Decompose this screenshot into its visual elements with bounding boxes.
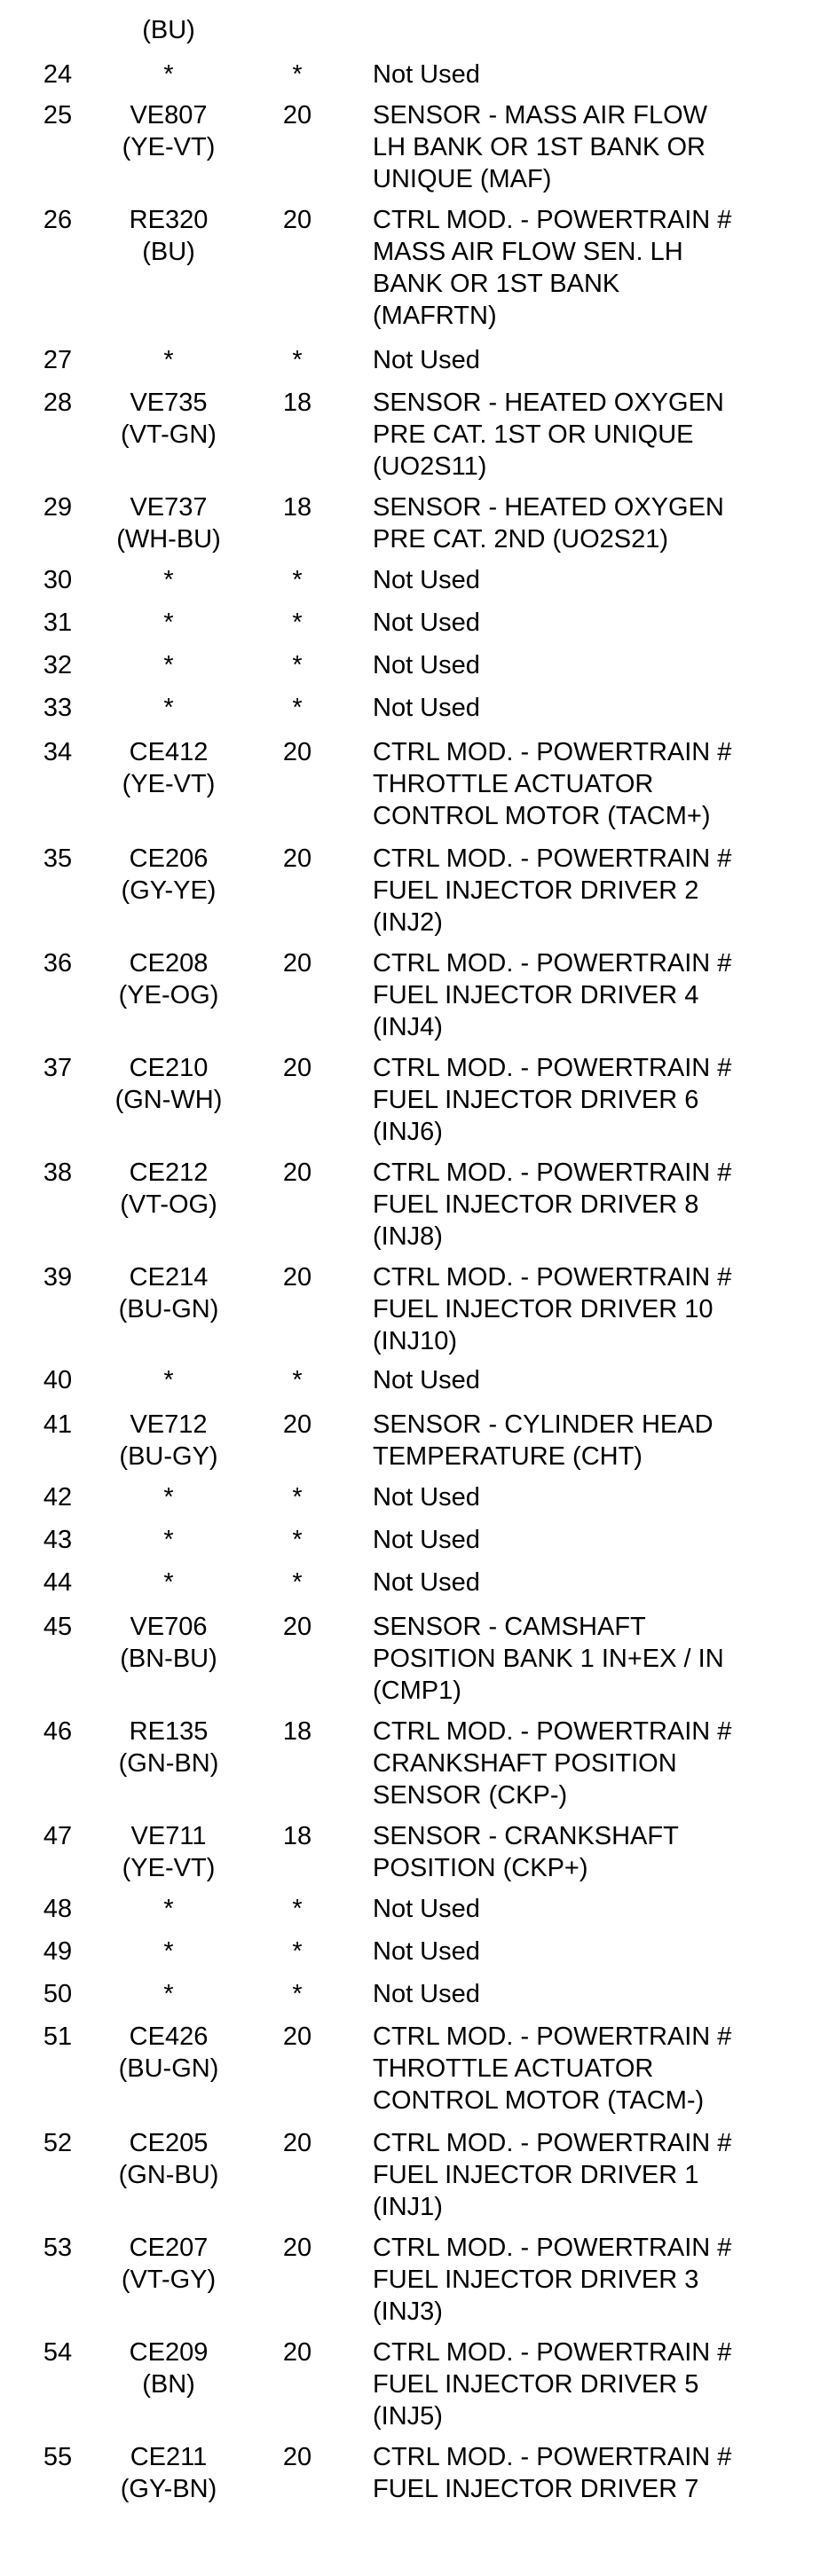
circuit-function: CTRL MOD. - POWERTRAIN # FUEL INJECTOR DRIVER 3 (INJ3) xyxy=(373,2234,732,2326)
circuit-code: CE206 xyxy=(129,844,209,873)
pin-number: 52 xyxy=(43,2129,73,2157)
circuit-cell xyxy=(93,564,244,596)
wire-color: (BU) xyxy=(142,16,195,44)
circuit-code: RE135 xyxy=(129,1717,209,1746)
circuit-function: Not Used xyxy=(373,346,480,374)
circuit-cell xyxy=(93,1157,244,1221)
wire-gauge: 20 xyxy=(282,1054,312,1082)
wire-color: (BU-GY) xyxy=(119,1442,218,1471)
circuit-function: CTRL MOD. - POWERTRAIN # MASS AIR FLOW SEN. LH BANK OR 1ST BANK (MAFRTN) xyxy=(373,206,732,330)
wire-gauge: 20 xyxy=(282,1263,312,1292)
circuit-function: CTRL MOD. - POWERTRAIN # FUEL INJECTOR DRIVER 4 (INJ4) xyxy=(373,949,732,1041)
circuit-code: * xyxy=(163,60,174,89)
pin-number: 42 xyxy=(43,1483,73,1512)
wire-gauge: * xyxy=(292,1483,303,1512)
circuit-code: * xyxy=(163,1568,174,1597)
wire-gauge: 20 xyxy=(282,2234,312,2262)
pin-number: 43 xyxy=(43,1526,73,1554)
circuit-code: CE205 xyxy=(129,2129,209,2157)
wire-color: (GN-BN) xyxy=(118,1749,219,1778)
circuit-cell xyxy=(93,736,244,800)
circuit-function: Not Used xyxy=(373,694,480,722)
circuit-cell xyxy=(93,1481,244,1513)
circuit-cell xyxy=(93,387,244,451)
circuit-function: Not Used xyxy=(373,1895,480,1923)
wire-color: (VT-GN) xyxy=(121,420,217,449)
pin-number: 49 xyxy=(43,1937,73,1966)
wire-gauge: * xyxy=(292,60,303,89)
wire-color: (YE-VT) xyxy=(122,133,216,161)
wire-gauge: * xyxy=(292,1526,303,1554)
wire-color: (YE-VT) xyxy=(122,1854,216,1882)
circuit-cell xyxy=(93,649,244,681)
wire-color: (VT-GY) xyxy=(121,2266,217,2294)
circuit-function: CTRL MOD. - POWERTRAIN # CRANKSHAFT POSITION SENSOR (CKP-) xyxy=(373,1717,732,1810)
wire-gauge: * xyxy=(292,651,303,679)
circuit-function: SENSOR - HEATED OXYGEN PRE CAT. 2ND (UO2S21) xyxy=(373,493,724,554)
circuit-function: CTRL MOD. - POWERTRAIN # FUEL INJECTOR DRIVER 1 (INJ1) xyxy=(373,2129,732,2221)
pin-number: 33 xyxy=(43,694,73,722)
wire-gauge: * xyxy=(292,566,303,594)
circuit-cell xyxy=(93,99,244,163)
circuit-cell xyxy=(93,2336,244,2400)
wire-color: (BU) xyxy=(142,238,195,266)
circuit-code: * xyxy=(163,1526,174,1554)
circuit-code: * xyxy=(163,1937,174,1966)
wire-gauge: 18 xyxy=(282,389,312,417)
circuit-function: SENSOR - MASS AIR FLOW LH BANK OR 1ST BANK OR UNIQUE (MAF) xyxy=(373,101,708,193)
circuit-code: CE412 xyxy=(129,738,209,766)
circuit-cell xyxy=(93,1567,244,1598)
wire-color: (GN-WH) xyxy=(114,1086,223,1114)
wire-gauge: 20 xyxy=(282,844,312,873)
pin-number: 45 xyxy=(43,1613,73,1641)
circuit-cell xyxy=(93,2127,244,2191)
pin-number: 35 xyxy=(43,844,73,873)
pin-number: 25 xyxy=(43,101,73,130)
circuit-code: VE711 xyxy=(130,1822,207,1850)
circuit-function: CTRL MOD. - POWERTRAIN # FUEL INJECTOR DRIVER 10 (INJ10) xyxy=(373,1263,732,1355)
wire-gauge: * xyxy=(292,1568,303,1597)
circuit-function: Not Used xyxy=(373,566,480,594)
pin-number: 48 xyxy=(43,1895,73,1923)
circuit-code: CE426 xyxy=(129,2022,209,2051)
circuit-function: CTRL MOD. - POWERTRAIN # THROTTLE ACTUATOR CONTROL MOTOR (TACM+) xyxy=(373,738,732,830)
wire-gauge: * xyxy=(292,609,303,637)
pin-number: 28 xyxy=(43,389,73,417)
wire-gauge: 20 xyxy=(282,1158,312,1187)
wire-gauge: 20 xyxy=(282,738,312,766)
pin-number: 41 xyxy=(43,1410,73,1439)
pin-number: 27 xyxy=(43,346,73,374)
pin-number: 40 xyxy=(43,1366,73,1394)
circuit-code: * xyxy=(163,1895,174,1923)
circuit-code: * xyxy=(163,566,174,594)
circuit-code: CE209 xyxy=(129,2338,209,2367)
circuit-code: VE807 xyxy=(130,101,208,130)
circuit-code: CE211 xyxy=(130,2443,208,2471)
wire-gauge: 20 xyxy=(282,2022,312,2051)
pin-number: 47 xyxy=(43,1822,73,1850)
circuit-code: CE214 xyxy=(129,1263,209,1292)
circuit-function: CTRL MOD. - POWERTRAIN # FUEL INJECTOR DRIVER 6 (INJ6) xyxy=(373,1054,732,1146)
circuit-cell xyxy=(93,1052,244,1116)
wire-gauge: 20 xyxy=(282,2443,312,2471)
wire-gauge: * xyxy=(292,694,303,722)
circuit-cell xyxy=(93,1261,244,1325)
circuit-code: * xyxy=(163,1980,174,2008)
circuit-code: CE207 xyxy=(129,2234,209,2262)
circuit-code: VE706 xyxy=(130,1613,208,1641)
wire-color: (VT-OG) xyxy=(120,1190,217,1219)
circuit-function: Not Used xyxy=(373,1526,480,1554)
pin-number: 46 xyxy=(43,1717,73,1746)
circuit-cell xyxy=(93,1409,244,1473)
wire-color: (GY-BN) xyxy=(120,2475,217,2503)
wire-color: (BN) xyxy=(142,2370,195,2399)
circuit-function: SENSOR - CYLINDER HEAD TEMPERATURE (CHT) xyxy=(373,1410,714,1471)
wire-color: (BU-GN) xyxy=(118,1295,219,1323)
wire-gauge: 18 xyxy=(282,1717,312,1746)
circuit-function: CTRL MOD. - POWERTRAIN # FUEL INJECTOR DRIVER 7 xyxy=(373,2443,732,2503)
circuit-cell xyxy=(93,14,244,46)
circuit-function: Not Used xyxy=(373,1937,480,1966)
wire-gauge: * xyxy=(292,1937,303,1966)
circuit-function: Not Used xyxy=(373,651,480,679)
wire-color: (BU-GN) xyxy=(118,2054,219,2083)
wire-gauge: 20 xyxy=(282,101,312,130)
circuit-cell xyxy=(93,59,244,90)
circuit-code: VE737 xyxy=(130,493,208,522)
circuit-function: CTRL MOD. - POWERTRAIN # FUEL INJECTOR DRIVER 8 (INJ8) xyxy=(373,1158,732,1251)
circuit-function: Not Used xyxy=(373,1980,480,2008)
wire-gauge: * xyxy=(292,346,303,374)
circuit-cell xyxy=(93,843,244,907)
circuit-cell xyxy=(93,2441,244,2505)
circuit-cell xyxy=(93,1716,244,1779)
circuit-function: SENSOR - CAMSHAFT POSITION BANK 1 IN+EX / IN (CMP1) xyxy=(373,1613,724,1705)
circuit-function: CTRL MOD. - POWERTRAIN # FUEL INJECTOR DRIVER 2 (INJ2) xyxy=(373,844,732,937)
circuit-code: * xyxy=(163,346,174,374)
circuit-function: Not Used xyxy=(373,1568,480,1597)
wire-gauge: 20 xyxy=(282,949,312,978)
circuit-function: Not Used xyxy=(373,1366,480,1394)
wire-color: (GY-YE) xyxy=(121,876,217,905)
pin-number: 55 xyxy=(43,2443,73,2471)
circuit-cell xyxy=(93,1364,244,1396)
circuit-function: Not Used xyxy=(373,1483,480,1512)
wire-color: (YE-OG) xyxy=(118,981,219,1009)
pin-number: 30 xyxy=(43,566,73,594)
circuit-code: * xyxy=(163,1366,174,1394)
circuit-code: * xyxy=(163,694,174,722)
wire-color: (BN-BU) xyxy=(120,1645,217,1673)
circuit-cell xyxy=(93,1936,244,1967)
pin-number: 50 xyxy=(43,1980,73,2008)
wire-gauge: 20 xyxy=(282,206,312,234)
pin-number: 38 xyxy=(43,1158,73,1187)
wire-gauge: * xyxy=(292,1895,303,1923)
circuit-code: CE212 xyxy=(129,1158,209,1187)
wire-gauge: * xyxy=(292,1366,303,1394)
wire-gauge: 20 xyxy=(282,2129,312,2157)
circuit-function: CTRL MOD. - POWERTRAIN # THROTTLE ACTUATOR CONTROL MOTOR (TACM-) xyxy=(373,2022,732,2115)
pin-number: 29 xyxy=(43,493,73,522)
pin-number: 31 xyxy=(43,609,73,637)
circuit-cell xyxy=(93,1524,244,1556)
circuit-code: * xyxy=(163,609,174,637)
pin-number: 34 xyxy=(43,738,73,766)
circuit-function: Not Used xyxy=(373,609,480,637)
pin-number: 51 xyxy=(43,2022,73,2051)
wire-gauge: 20 xyxy=(282,1410,312,1439)
wire-gauge: 20 xyxy=(282,2338,312,2367)
circuit-cell xyxy=(93,1978,244,2010)
circuit-cell xyxy=(93,607,244,639)
wire-gauge: 18 xyxy=(282,1822,312,1850)
pin-number: 54 xyxy=(43,2338,73,2367)
wire-gauge: * xyxy=(292,1980,303,2008)
circuit-code: CE210 xyxy=(129,1054,209,1082)
circuit-function: SENSOR - CRANKSHAFT POSITION (CKP+) xyxy=(373,1822,679,1882)
circuit-function: SENSOR - HEATED OXYGEN PRE CAT. 1ST OR UNIQUE (UO2S11) xyxy=(373,389,724,481)
circuit-cell xyxy=(93,692,244,724)
pin-number: 37 xyxy=(43,1054,73,1082)
pin-number: 44 xyxy=(43,1568,73,1597)
wire-gauge: 20 xyxy=(282,1613,312,1641)
circuit-code: CE208 xyxy=(129,949,209,978)
pin-number: 39 xyxy=(43,1263,73,1292)
wire-color: (GN-BU) xyxy=(118,2161,219,2189)
pin-number: 32 xyxy=(43,651,73,679)
circuit-cell xyxy=(93,2021,244,2085)
circuit-cell xyxy=(93,1820,244,1884)
circuit-code: RE320 xyxy=(129,206,209,234)
circuit-cell xyxy=(93,204,244,268)
wire-color: (WH-BU) xyxy=(116,525,221,554)
circuit-cell xyxy=(93,1893,244,1925)
circuit-cell xyxy=(93,491,244,555)
circuit-code: * xyxy=(163,1483,174,1512)
circuit-cell xyxy=(93,947,244,1011)
circuit-function: Not Used xyxy=(373,60,480,89)
pin-number: 26 xyxy=(43,206,73,234)
wire-gauge: 18 xyxy=(282,493,312,522)
circuit-code: VE735 xyxy=(130,389,208,417)
circuit-cell xyxy=(93,2232,244,2296)
circuit-code: VE712 xyxy=(130,1410,208,1439)
circuit-function: CTRL MOD. - POWERTRAIN # FUEL INJECTOR DRIVER 5 (INJ5) xyxy=(373,2338,732,2431)
circuit-cell xyxy=(93,1611,244,1675)
pin-number: 36 xyxy=(43,949,73,978)
circuit-code: * xyxy=(163,651,174,679)
pin-number: 24 xyxy=(43,60,73,89)
wire-color: (YE-VT) xyxy=(122,770,216,798)
circuit-cell xyxy=(93,344,244,376)
pin-number: 53 xyxy=(43,2234,73,2262)
